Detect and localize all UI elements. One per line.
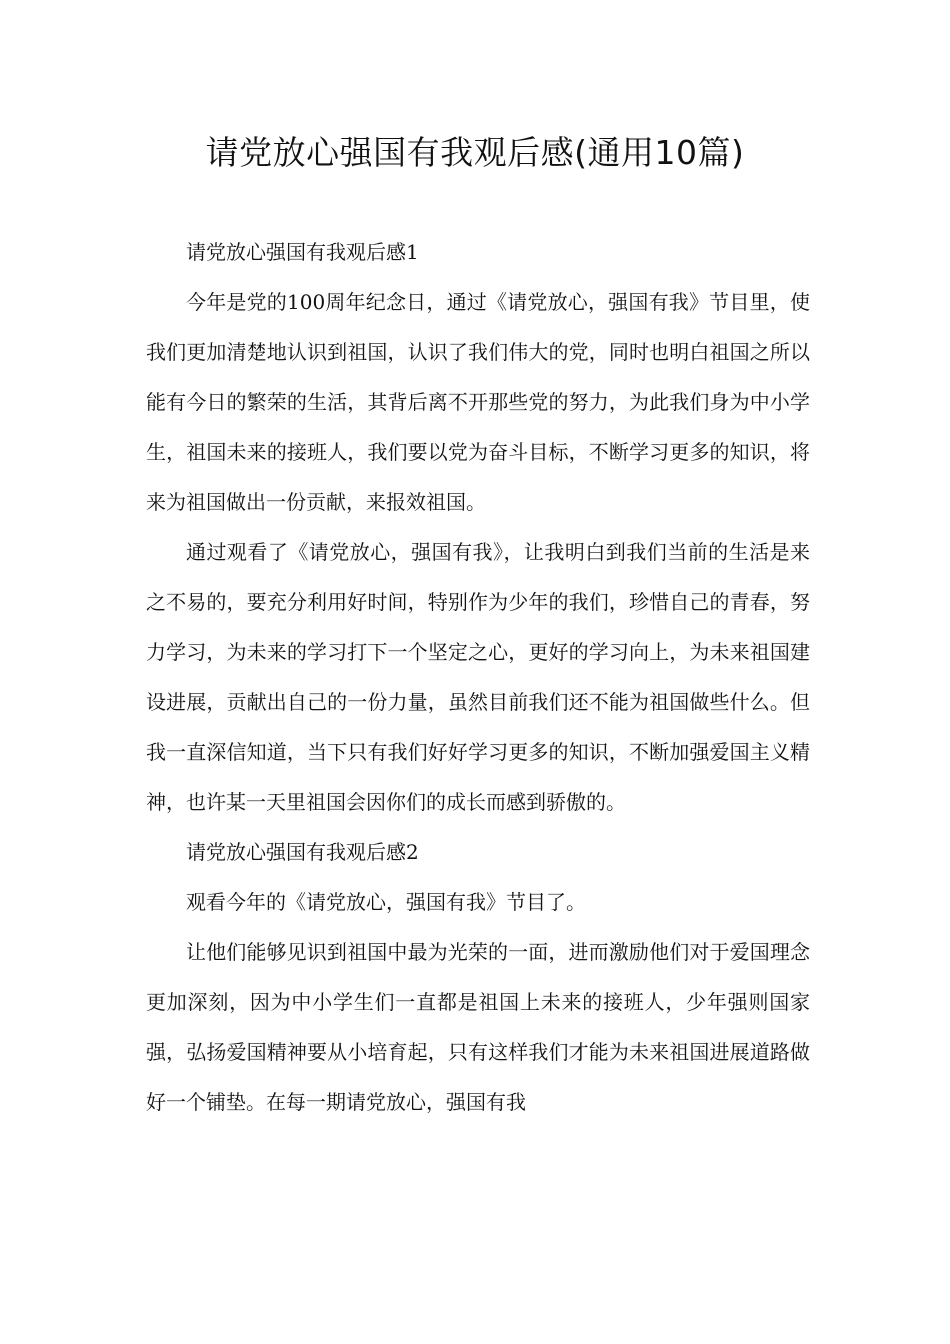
document-title: 请党放心强国有我观后感(通用10篇) bbox=[205, 133, 745, 172]
paragraph: 观看今年的《请党放心，强国有我》节目了。 bbox=[186, 890, 586, 914]
section-heading: 请党放心强国有我观后感1 bbox=[186, 240, 419, 264]
paragraph: 通过观看了《请党放心，强国有我》，让我明白到我们当前的生活是来之不易的，要充分利用好时间，特别作为少年的我们，珍惜自己的青春，努力学习，为未来的学习打下一个坚定之心，更好的学习向上，为未来祖国建设进展，贡献出自己的一份力量，虽然目前我们还不能为祖国做些什么。但我一直深信知道，当下只有我们好好学习更多的知识，不断加强爱国主义精神，也许某一天里祖国会因你们的成长而感到骄傲的。 bbox=[146, 540, 810, 814]
paragraph: 今年是党的100周年纪念日，通过《请党放心，强国有我》节目里，使我们更加清楚地认识到祖国，认识了我们伟大的党，同时也明白祖国之所以能有今日的繁荣的生活，其背后离不开那些党的努力，为此我们身为中小学生，祖国未来的接班人，我们要以党为奋斗目标，不断学习更多的知识，将来为祖国做出一份贡献，来报效祖国。 bbox=[146, 290, 810, 514]
paragraph: 让他们能够见识到祖国中最为光荣的一面，进而激励他们对于爱国理念更加深刻，因为中小学生们一直都是祖国上未来的接班人，少年强则国家强，弘扬爱国精神要从小培育起，只有这样我们才能为未来祖国进展道路做好一个铺垫。在每一期请党放心，强国有我 bbox=[146, 940, 810, 1114]
document-body bbox=[146, 227, 810, 1127]
section-heading: 请党放心强国有我观后感2 bbox=[186, 840, 419, 864]
